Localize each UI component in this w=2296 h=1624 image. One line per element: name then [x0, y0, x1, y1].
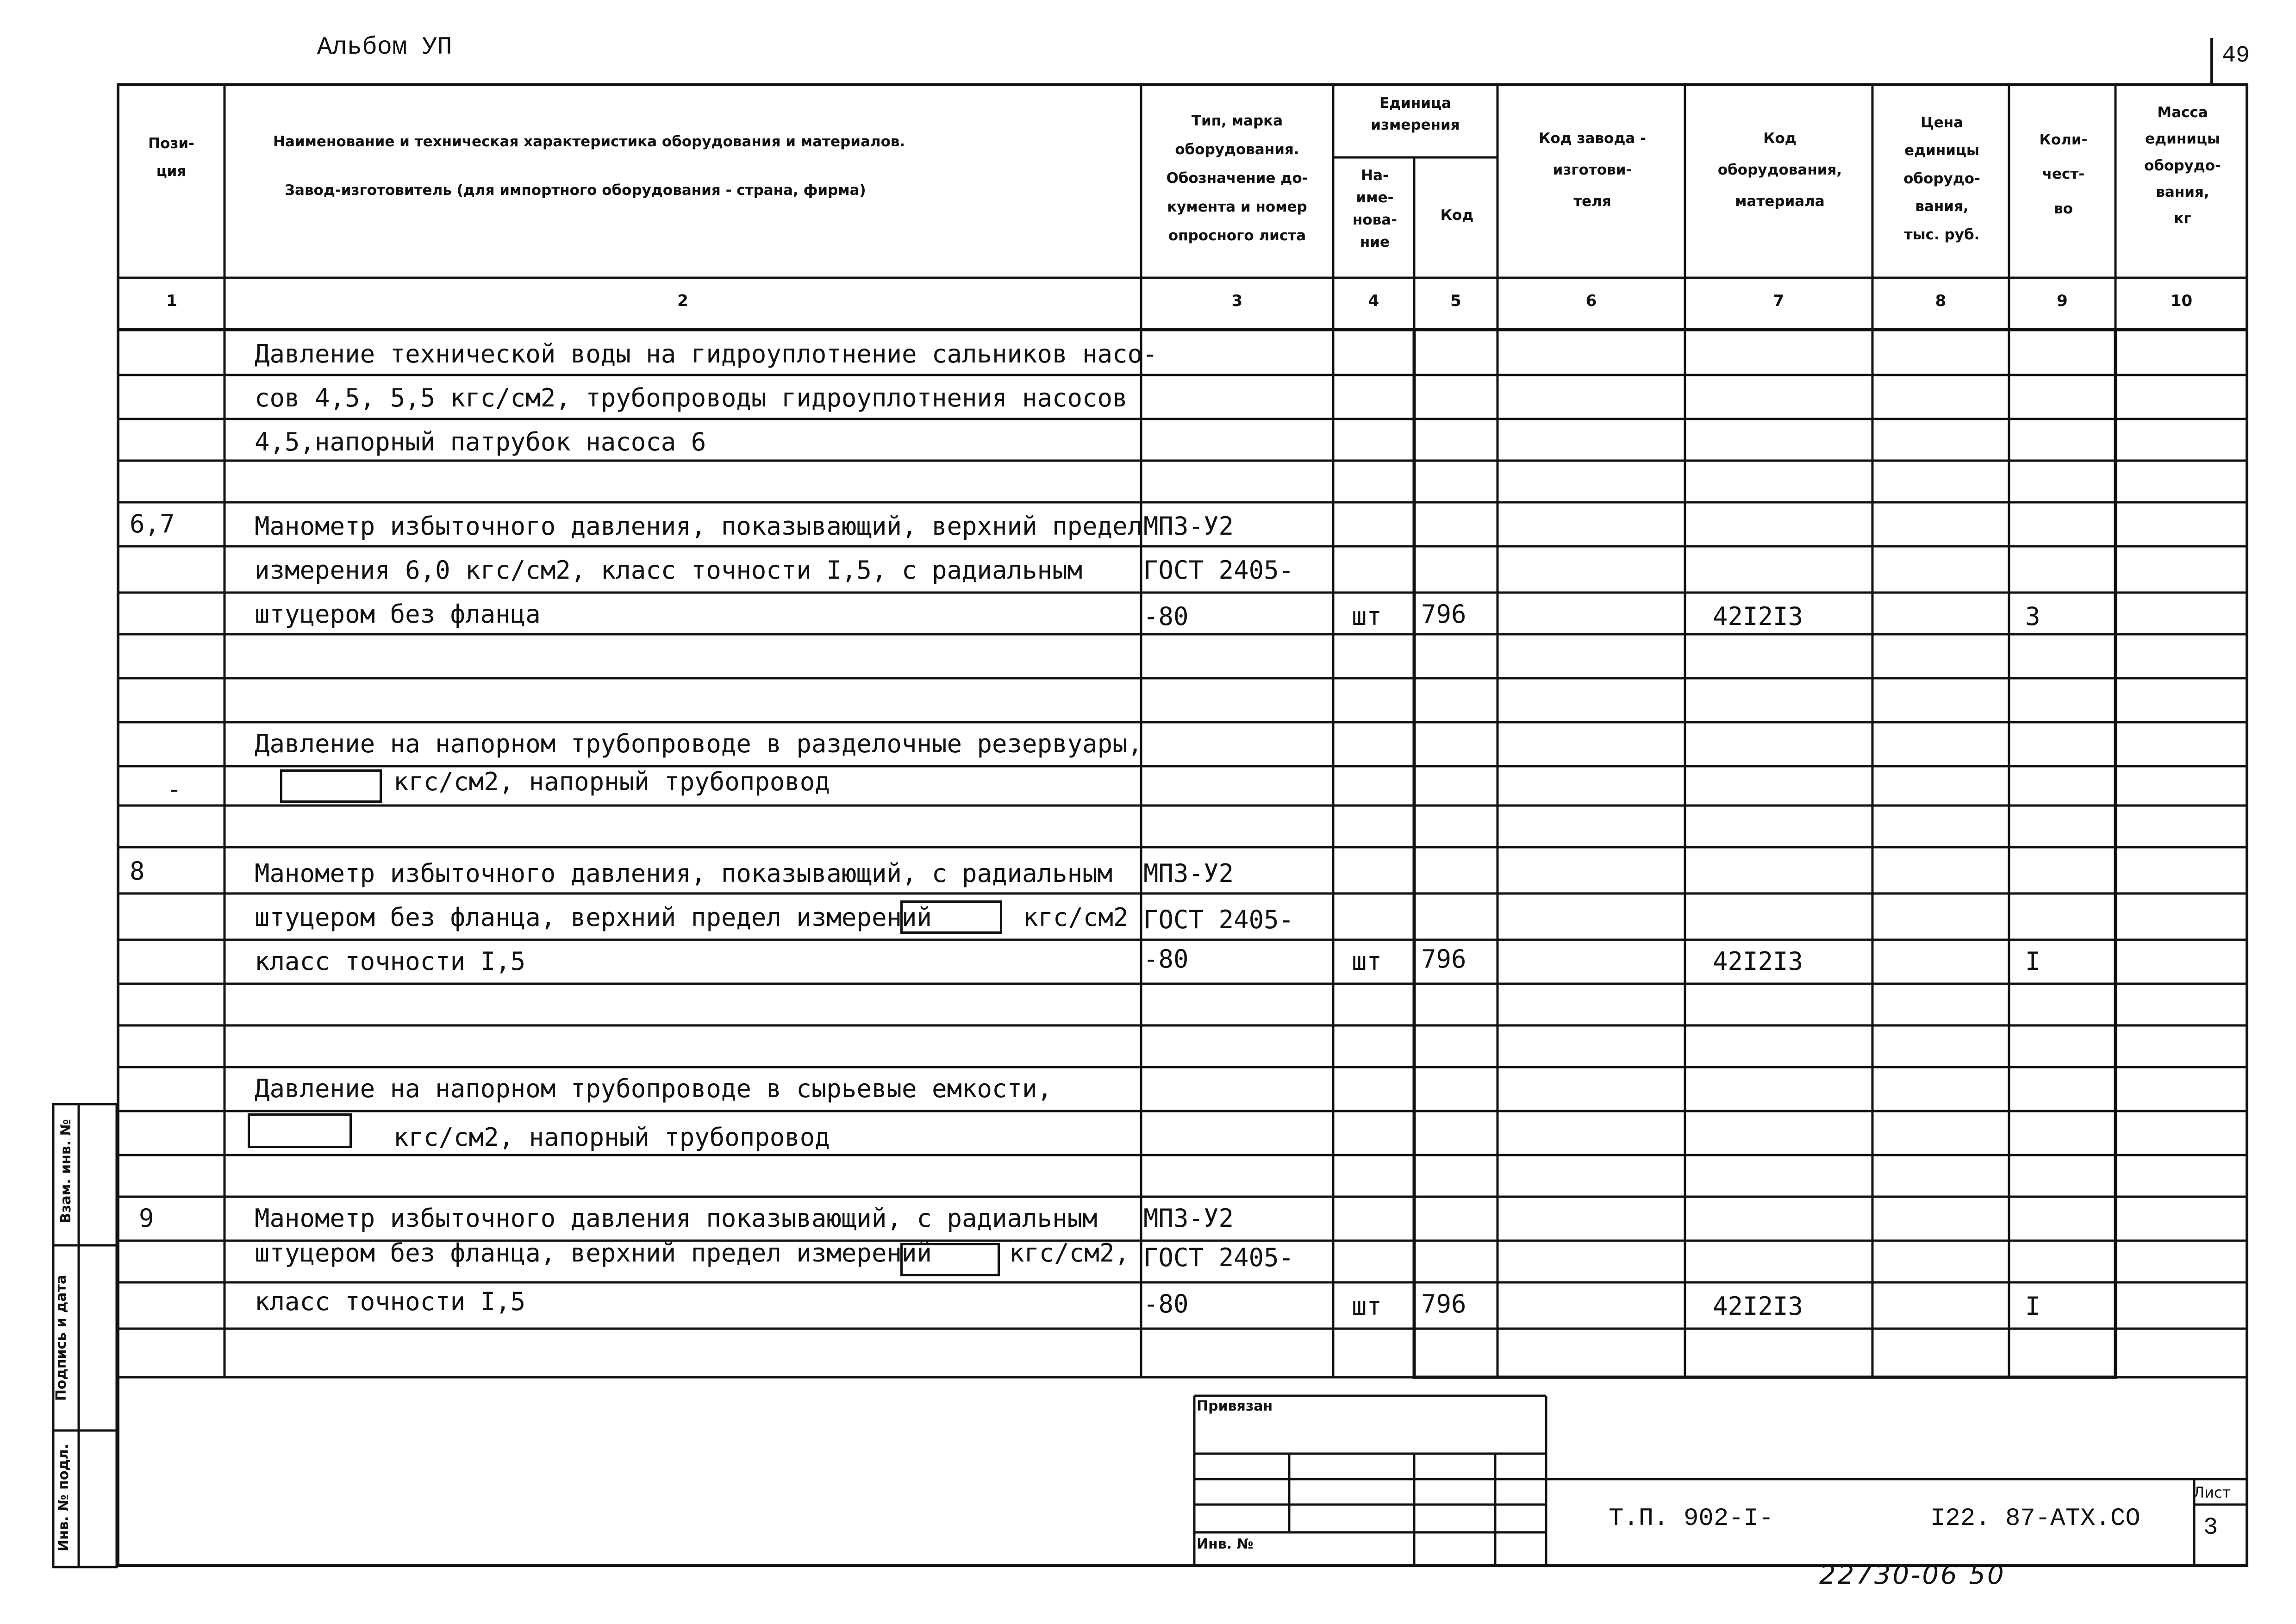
quantity-cell: I — [2025, 947, 2040, 976]
quantity-cell: 3 — [2025, 602, 2040, 631]
blank-value-box — [248, 1113, 352, 1148]
position-8: 8 — [130, 856, 145, 886]
table-row: кгс/см2, напорный трубопровод — [393, 1123, 830, 1152]
header-mass: Масса единицы оборудо- вания, кг — [2144, 104, 2221, 227]
equipment-code-cell: 42I2I3 — [1713, 602, 1803, 631]
header-unit-group: Единица измерения — [1371, 95, 1460, 133]
sheet-label: Лист — [2193, 1484, 2231, 1501]
archive-stamp-number: 22730-06 50 — [1819, 1560, 2006, 1590]
type-cell: -80 — [1143, 1289, 1189, 1318]
table-row: кгс/см2, напорный трубопровод — [393, 767, 830, 796]
col-num-10: 10 — [2170, 292, 2193, 310]
header-factory-code: Код завода - изготови- теля — [1539, 130, 1646, 210]
col-num-8: 8 — [1935, 292, 1947, 310]
blank-value-box — [900, 1243, 1000, 1276]
header-name-line1: Наименование и техническая характеристика оборудования и материалов. — [273, 133, 905, 150]
position-6-7: 6,7 — [130, 509, 175, 538]
table-row: Манометр избыточного давления, показывающий, верхний предел — [255, 512, 1143, 541]
table-row: Давление технической воды на гидроуплотнение сальников насо- — [255, 339, 1158, 369]
table-row-unit: кгс/см2 — [1023, 903, 1129, 932]
header-quantity: Коли- чест- во — [2039, 131, 2088, 217]
type-cell: МПЗ-У2 — [1143, 859, 1234, 888]
table-row: Манометр избыточного давления показывающий, с радиальным — [255, 1204, 1098, 1233]
table-row: Давление на напорном трубопроводе в разделочные резервуары, — [255, 729, 1143, 758]
header-position: Пози- ция — [148, 135, 194, 180]
table-row: штуцером без фланца — [255, 600, 541, 629]
type-cell: ГОСТ 2405- — [1143, 905, 1294, 934]
unit-code-cell: 796 — [1421, 944, 1466, 974]
header-unit-code: Код — [1440, 207, 1474, 224]
title-block-inv-no: Инв. № — [1197, 1536, 1254, 1552]
side-stamp-signature-date: Подпись и дата — [53, 1274, 69, 1401]
document-code: Т.П. 902-I- — [1609, 1505, 1774, 1533]
unit-code-cell: 796 — [1421, 600, 1466, 629]
side-stamp-replace-inv: Взам. инв. № — [58, 1119, 74, 1224]
equipment-code-cell: 42I2I3 — [1713, 1292, 1803, 1321]
equipment-code-cell: 42I2I3 — [1713, 947, 1803, 976]
col-num-4: 4 — [1368, 292, 1379, 310]
col-num-5: 5 — [1450, 292, 1461, 310]
type-cell: ГОСТ 2405- — [1143, 1243, 1294, 1272]
unit-name-cell: шт — [1352, 1292, 1382, 1321]
col-num-3: 3 — [1231, 292, 1243, 310]
col-num-7: 7 — [1773, 292, 1784, 310]
type-cell: МПЗ-У2 — [1143, 512, 1234, 541]
unit-code-cell: 796 — [1421, 1289, 1466, 1318]
table-row: измерения 6,0 кгс/см2, класс точности I,5, с радиальным — [255, 556, 1083, 585]
table-row: 4,5,напорный патрубок насоса 6 — [255, 427, 706, 456]
type-cell: -80 — [1143, 602, 1189, 631]
position-9: 9 — [139, 1204, 154, 1233]
col-num-1: 1 — [166, 292, 177, 310]
unit-name-cell: шт — [1352, 602, 1382, 631]
table-row: Манометр избыточного давления, показывающий, с радиальным — [255, 859, 1113, 888]
col-num-6: 6 — [1585, 292, 1597, 310]
header-type: Тип, марка оборудования. Обозначение до- кумента и номер опросного листа — [1166, 112, 1308, 244]
document-code-suffix: I22. 87-АТХ.СО — [1930, 1505, 2140, 1533]
header-equipment-code: Код оборудования, материала — [1717, 130, 1842, 210]
unit-name-cell: шт — [1352, 947, 1382, 976]
table-row: класс точности I,5 — [255, 1287, 526, 1316]
sheet-top-number: 49 — [2222, 43, 2250, 69]
header-name-line2: Завод-изготовитель (для импортного оборудования - страна, фирма) — [285, 182, 866, 199]
table-row-unit: кгс/см2, — [1009, 1238, 1130, 1268]
type-cell: ГОСТ 2405- — [1143, 556, 1294, 585]
table-row: сов 4,5, 5,5 кгс/см2, трубопроводы гидроуплотнения насосов — [255, 383, 1128, 412]
table-row: штуцером без фланца, верхний предел измерений — [255, 903, 932, 932]
table-row: штуцером без фланца, верхний предел измерений — [255, 1238, 932, 1268]
type-cell: -80 — [1143, 944, 1189, 974]
header-unit-name: На- име- нова- ние — [1352, 167, 1398, 251]
blank-value-box — [900, 900, 1002, 934]
album-label: Альбом УП — [317, 33, 452, 62]
col-num-9: 9 — [2057, 292, 2068, 310]
quantity-cell: I — [2025, 1292, 2040, 1321]
side-stamp-inv-original: Инв. № подл. — [56, 1443, 72, 1552]
title-block-privyazan: Привязан — [1197, 1398, 1273, 1414]
dash-cell: - — [167, 775, 182, 804]
sheet-number: 3 — [2203, 1514, 2218, 1541]
table-row: Давление на напорном трубопроводе в сырьевые емкости, — [255, 1074, 1053, 1103]
table-row: класс точности I,5 — [255, 947, 526, 976]
blank-value-box — [280, 769, 382, 803]
type-cell: МПЗ-У2 — [1143, 1204, 1234, 1233]
col-num-2: 2 — [677, 292, 688, 310]
header-price: Цена единицы оборудо- вания, тыс. руб. — [1903, 114, 1980, 243]
